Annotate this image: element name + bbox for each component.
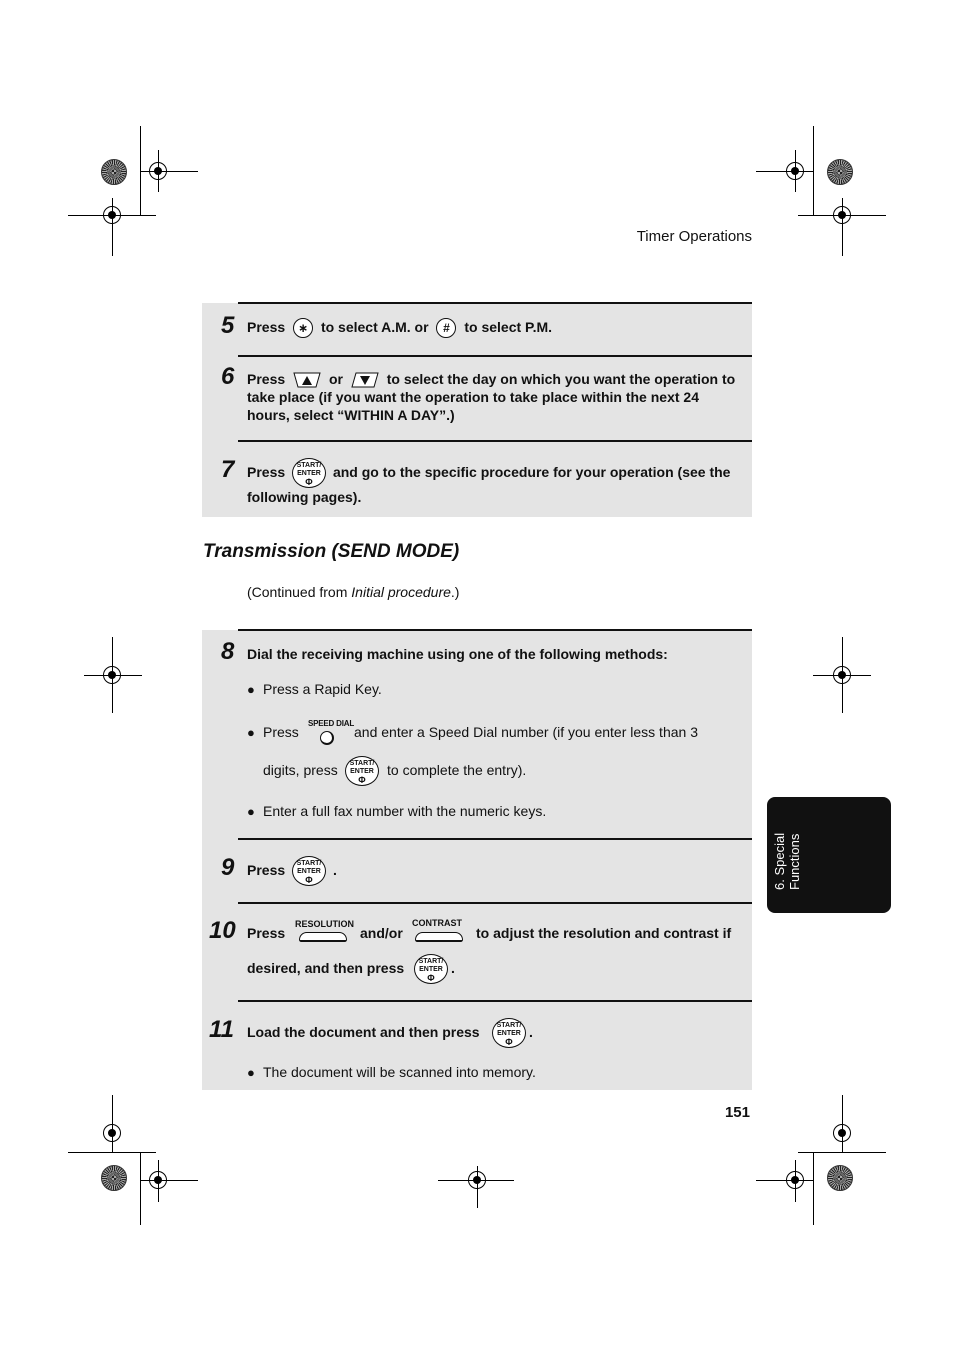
step-8-bullet-speed-dial-rest: and enter a Speed Dial number (if you enter less than 3 bbox=[354, 724, 698, 740]
color-target-icon bbox=[827, 1165, 853, 1191]
divider bbox=[238, 1000, 752, 1002]
step-number: 5 bbox=[221, 312, 235, 339]
step-8-bullet-numeric: Enter a full fax number with the numeric keys. bbox=[263, 803, 547, 819]
step-7-text: Press and go to the specific procedure for your operation (see the bbox=[247, 464, 731, 480]
speed-dial-label: SPEED DIAL bbox=[308, 719, 355, 728]
speed-dial-key-icon bbox=[320, 731, 334, 745]
color-target-icon bbox=[827, 159, 853, 185]
step-number: 10 bbox=[209, 917, 236, 944]
section-title: Transmission (SEND MODE) bbox=[203, 541, 460, 562]
divider bbox=[238, 302, 752, 304]
step-number: 8 bbox=[221, 638, 235, 665]
start-enter-key-icon: START/ ENTER Φ bbox=[414, 954, 448, 984]
step-11-bullet: The document will be scanned into memory. bbox=[263, 1064, 536, 1080]
divider bbox=[238, 838, 752, 840]
contrast-key-icon bbox=[415, 932, 463, 942]
color-target-icon bbox=[101, 1165, 127, 1191]
step-10-line1-end: to adjust the resolution and contrast if bbox=[476, 925, 732, 941]
hash-key-icon: # bbox=[436, 318, 456, 338]
running-header: Timer Operations bbox=[636, 228, 752, 245]
step-10-line2: desired, and then press bbox=[247, 960, 405, 976]
down-arrow-key-icon bbox=[351, 372, 379, 388]
step-8-heading: Dial the receiving machine using one of the following methods: bbox=[247, 646, 668, 662]
step-5-text: Press ∗ to select A.M. or # to select P.M. bbox=[247, 318, 552, 338]
divider bbox=[238, 629, 752, 631]
step-10-line2-end: . bbox=[451, 960, 455, 976]
star-key-icon: ∗ bbox=[293, 318, 313, 338]
step-10-text: Press bbox=[247, 925, 286, 941]
step-8-bullet-speed-dial-line2: digits, press bbox=[263, 762, 338, 778]
step-8-bullet-speed-dial-line2-end: to complete the entry). bbox=[387, 762, 527, 778]
step-8-bullet-rapid-key: Press a Rapid Key. bbox=[263, 681, 382, 697]
divider bbox=[238, 440, 752, 442]
resolution-label: RESOLUTION bbox=[295, 919, 355, 929]
step-number: 6 bbox=[221, 363, 235, 390]
contrast-label: CONTRAST bbox=[412, 918, 462, 928]
bullet-icon: ● bbox=[247, 804, 255, 819]
step-number: 7 bbox=[221, 456, 235, 483]
step-6-text: Press or to select the day on which you want the operation to take place (if you want the operation to take place within the next 24 hours, select “WITHIN A DAY”.) bbox=[247, 371, 736, 424]
bullet-icon: ● bbox=[247, 682, 255, 697]
step-8-bullet-speed-dial: Press bbox=[263, 724, 299, 740]
step-11-text: Load the document and then press bbox=[247, 1024, 480, 1040]
start-enter-key-icon: START/ ENTER Φ bbox=[492, 1018, 526, 1048]
up-arrow-key-icon bbox=[293, 372, 321, 388]
resolution-key-icon bbox=[299, 932, 347, 942]
start-enter-key-icon: START/ ENTER Φ bbox=[292, 458, 326, 488]
step-number: 9 bbox=[221, 854, 235, 881]
step-9-text-end: . bbox=[333, 862, 337, 878]
divider bbox=[238, 355, 752, 357]
step-9-text: Press bbox=[247, 862, 286, 878]
color-target-icon bbox=[101, 159, 127, 185]
start-enter-key-icon: START/ ENTER Φ bbox=[292, 856, 326, 886]
step-7-text-line2: following pages). bbox=[247, 489, 362, 505]
steps-panel-bottom bbox=[202, 630, 752, 1090]
chapter-tab-label: 6. Special Functions bbox=[772, 832, 802, 890]
divider bbox=[238, 902, 752, 904]
step-11-text-end: . bbox=[529, 1024, 533, 1040]
step-10-andor: and/or bbox=[360, 925, 403, 941]
page-number: 151 bbox=[724, 1104, 750, 1121]
step-number: 11 bbox=[209, 1016, 234, 1043]
start-enter-key-icon: START/ ENTER Φ bbox=[345, 756, 379, 786]
bullet-icon: ● bbox=[247, 725, 255, 740]
continued-note: (Continued from Initial procedure.) bbox=[247, 584, 460, 600]
bullet-icon: ● bbox=[247, 1065, 255, 1080]
